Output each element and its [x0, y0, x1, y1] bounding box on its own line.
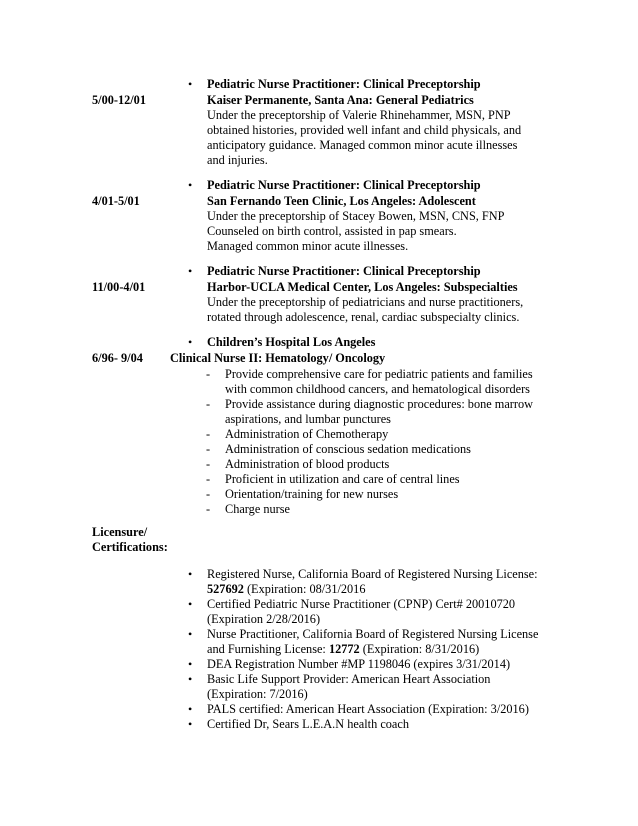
cert-detail: (Expiration: 08/31/2016 [243, 582, 366, 596]
duty-item: Administration of Chemotherapy [225, 427, 389, 441]
section-heading-cont: Certifications: [92, 540, 168, 554]
duty-item: Provide assistance during diagnostic procedures: bone marrow [225, 397, 534, 411]
entry-line: Under the preceptorship of Stacey Bowen, MSN, CNS, FNP [207, 209, 505, 223]
dash-marker: - [206, 457, 211, 471]
dash-marker: - [206, 472, 211, 486]
entry-line: Counseled on birth control, assisted in pap smears. [207, 224, 457, 238]
dash-marker: - [206, 502, 211, 516]
dash-marker: - [206, 442, 211, 456]
cert-item-cont: (Expiration 2/28/2016) [207, 612, 321, 626]
entry-line: Under the preceptorship of Valerie Rhinehammer, MSN, PNP [207, 108, 511, 122]
entry-line: and injuries. [207, 153, 268, 167]
section-heading: Licensure/ [92, 525, 148, 539]
duty-item-cont: aspirations, and lumbar punctures [225, 412, 391, 426]
bullet-icon: • [188, 627, 193, 641]
bullet-icon: • [188, 567, 193, 581]
cert-item-cont: (Expiration: 7/2016) [207, 687, 308, 701]
bullet-icon: • [188, 672, 193, 686]
duty-item: Administration of conscious sedation medications [225, 442, 471, 456]
entry-title: Pediatric Nurse Practitioner: Clinical Preceptorship [207, 264, 481, 278]
duty-item: Proficient in utilization and care of central lines [225, 472, 460, 486]
bullet-icon: • [188, 178, 193, 192]
duty-item: Provide comprehensive care for pediatric patients and families [225, 367, 533, 381]
bullet-icon: • [188, 335, 193, 349]
cert-detail: and Furnishing License: [207, 642, 329, 656]
duty-item-cont: with common childhood cancers, and hematological disorders [225, 382, 530, 396]
dash-marker: - [206, 397, 211, 411]
dash-marker: - [206, 427, 211, 441]
cert-item: Nurse Practitioner, California Board of Registered Nursing License [207, 627, 539, 641]
entry-line: Managed common minor acute illnesses. [207, 239, 409, 253]
cert-item: PALS certified: American Heart Association (Expiration: 3/2016) [207, 702, 529, 716]
entry-subtitle: San Fernando Teen Clinic, Los Angeles: Adolescent [207, 194, 476, 208]
bullet-icon: • [188, 264, 193, 278]
entry-date: 5/00-12/01 [92, 93, 146, 107]
entry-title: Children’s Hospital Los Angeles [207, 335, 376, 349]
license-number: 527692 [207, 582, 244, 596]
duty-item: Charge nurse [225, 502, 290, 516]
entry-title: Pediatric Nurse Practitioner: Clinical Preceptorship [207, 178, 481, 192]
entry-line: obtained histories, provided well infant and child physicals, and [207, 123, 522, 137]
entry-line: rotated through adolescence, renal, cardiac subspecialty clinics. [207, 310, 520, 324]
cert-item: Certified Pediatric Nurse Practitioner (CPNP) Cert# 20010720 [207, 597, 516, 611]
entry-date: 11/00-4/01 [92, 280, 146, 294]
bullet-icon: • [188, 702, 193, 716]
entry-role: Clinical Nurse II: Hematology/ Oncology [170, 351, 386, 365]
cert-detail: (Expiration: 8/31/2016) [359, 642, 480, 656]
cert-item: Registered Nurse, California Board of Registered Nursing License: [207, 567, 538, 581]
entry-subtitle: Harbor-UCLA Medical Center, Los Angeles: Subspecialties [207, 280, 518, 294]
cert-item: Certified Dr, Sears L.E.A.N health coach [207, 717, 409, 731]
cert-item: DEA Registration Number #MP 1198046 (expires 3/31/2014) [207, 657, 511, 671]
cert-item: Basic Life Support Provider: American Heart Association [207, 672, 491, 686]
entry-line: anticipatory guidance. Managed common minor acute illnesses [207, 138, 518, 152]
bullet-icon: • [188, 77, 193, 91]
entry-subtitle: Kaiser Permanente, Santa Ana: General Pediatrics [207, 93, 474, 107]
entry-line: Under the preceptorship of pediatricians and nurse practitioners, [207, 295, 524, 309]
bullet-icon: • [188, 597, 193, 611]
dash-marker: - [206, 367, 211, 381]
bullet-icon: • [188, 657, 193, 671]
dash-marker: - [206, 487, 211, 501]
cert-item-cont [207, 642, 479, 657]
cert-item-cont [207, 582, 365, 597]
license-number: 12772 [328, 642, 360, 656]
entry-date: 4/01-5/01 [92, 194, 140, 208]
bullet-icon: • [188, 717, 193, 731]
entry-title: Pediatric Nurse Practitioner: Clinical Preceptorship [207, 77, 481, 91]
duty-item: Administration of blood products [225, 457, 390, 471]
duty-item: Orientation/training for new nurses [225, 487, 399, 501]
entry-date: 6/96- 9/04 [92, 351, 143, 365]
